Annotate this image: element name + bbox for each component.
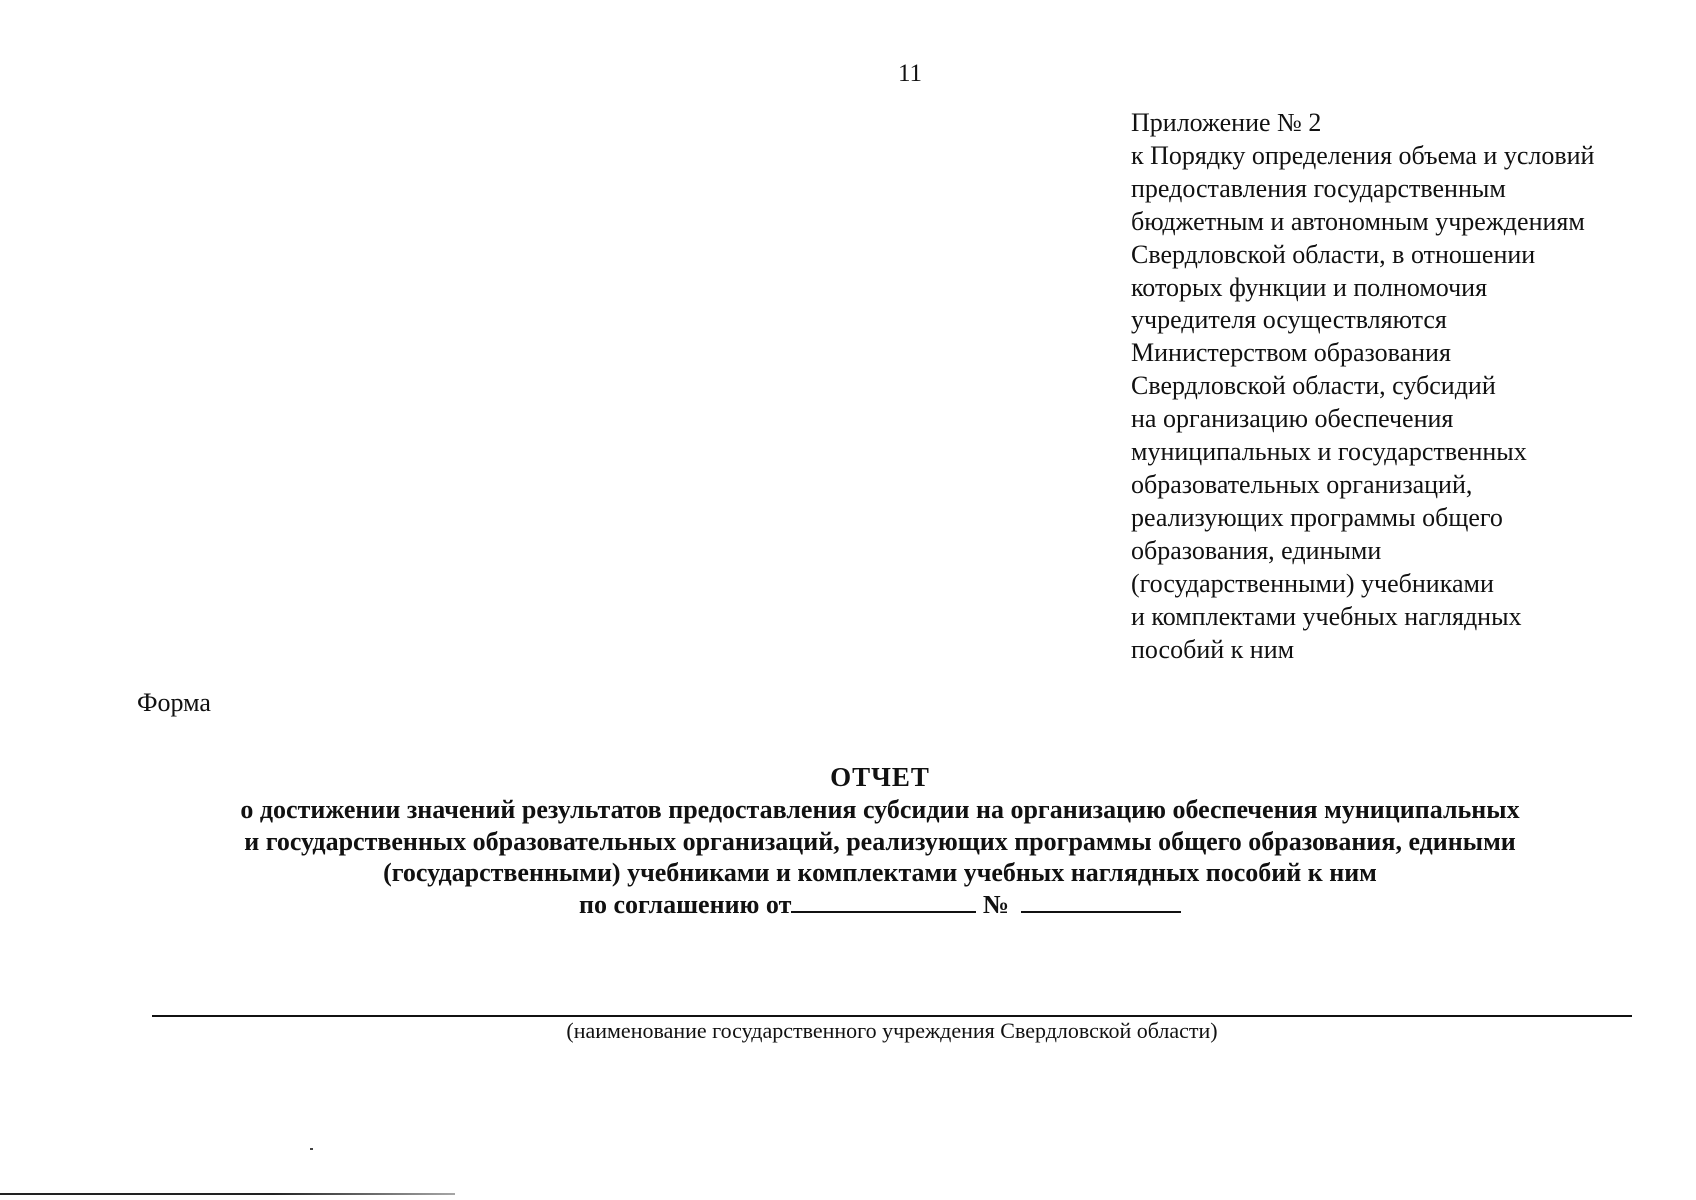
- appendix-line: образовательных организаций,: [1131, 469, 1473, 499]
- report-subtitle-line: о достижении значений результатов предоставления субсидии на организацию обеспечения муниципальных: [240, 795, 1520, 824]
- appendix-line: (государственными) учебниками: [1131, 568, 1494, 598]
- report-subtitle-line: (государственными) учебниками и комплектами учебных наглядных пособий к ним: [383, 858, 1377, 887]
- appendix-line: пособий к ним: [1131, 634, 1295, 664]
- appendix-line: Свердловской области, субсидий: [1131, 371, 1496, 401]
- appendix-line: Министерством образования: [1131, 338, 1451, 368]
- report-title: ОТЧЕТ: [830, 762, 930, 792]
- appendix-line: на организацию обеспечения: [1131, 404, 1454, 434]
- report-header: [100, 760, 1660, 921]
- report-subtitle-line: и государственных образовательных организаций, реализующих программы общего образования, едиными: [244, 826, 1516, 856]
- agreement-date-field[interactable]: [791, 889, 976, 913]
- appendix-line: предоставления государственным: [1131, 173, 1506, 203]
- appendix-line: к Порядку определения объема и условий: [1131, 140, 1595, 170]
- report-subtitle: [100, 794, 1660, 889]
- organization-caption: (наименование государственного учреждения Свердловской области): [566, 1018, 1218, 1043]
- number-sign: №: [982, 889, 1009, 919]
- agreement-prefix: по соглашению от: [579, 889, 792, 919]
- appendix-line: бюджетным и автономным учреждениям: [1131, 206, 1585, 236]
- appendix-line: реализующих программы общего: [1131, 502, 1503, 532]
- appendix-line: которых функции и полномочия: [1131, 272, 1488, 302]
- appendix-line: Свердловской области, в отношении: [1131, 239, 1536, 269]
- page-number: 11: [897, 60, 923, 87]
- organization-name-field[interactable]: [152, 1015, 1632, 1017]
- agreement-line: [100, 889, 1660, 921]
- form-label: Форма: [137, 688, 211, 717]
- scan-edge-line: [0, 1193, 455, 1195]
- appendix-line: муниципальных и государственных: [1131, 437, 1527, 467]
- appendix-line: и комплектами учебных наглядных: [1131, 601, 1522, 631]
- scan-artifact-dot: [310, 1148, 313, 1150]
- appendix-block: [1131, 107, 1676, 666]
- appendix-line: учредителя осуществляются: [1131, 305, 1447, 335]
- agreement-number-field[interactable]: [1021, 889, 1181, 913]
- appendix-line: Приложение № 2: [1131, 108, 1322, 137]
- appendix-line: образования, едиными: [1131, 535, 1382, 565]
